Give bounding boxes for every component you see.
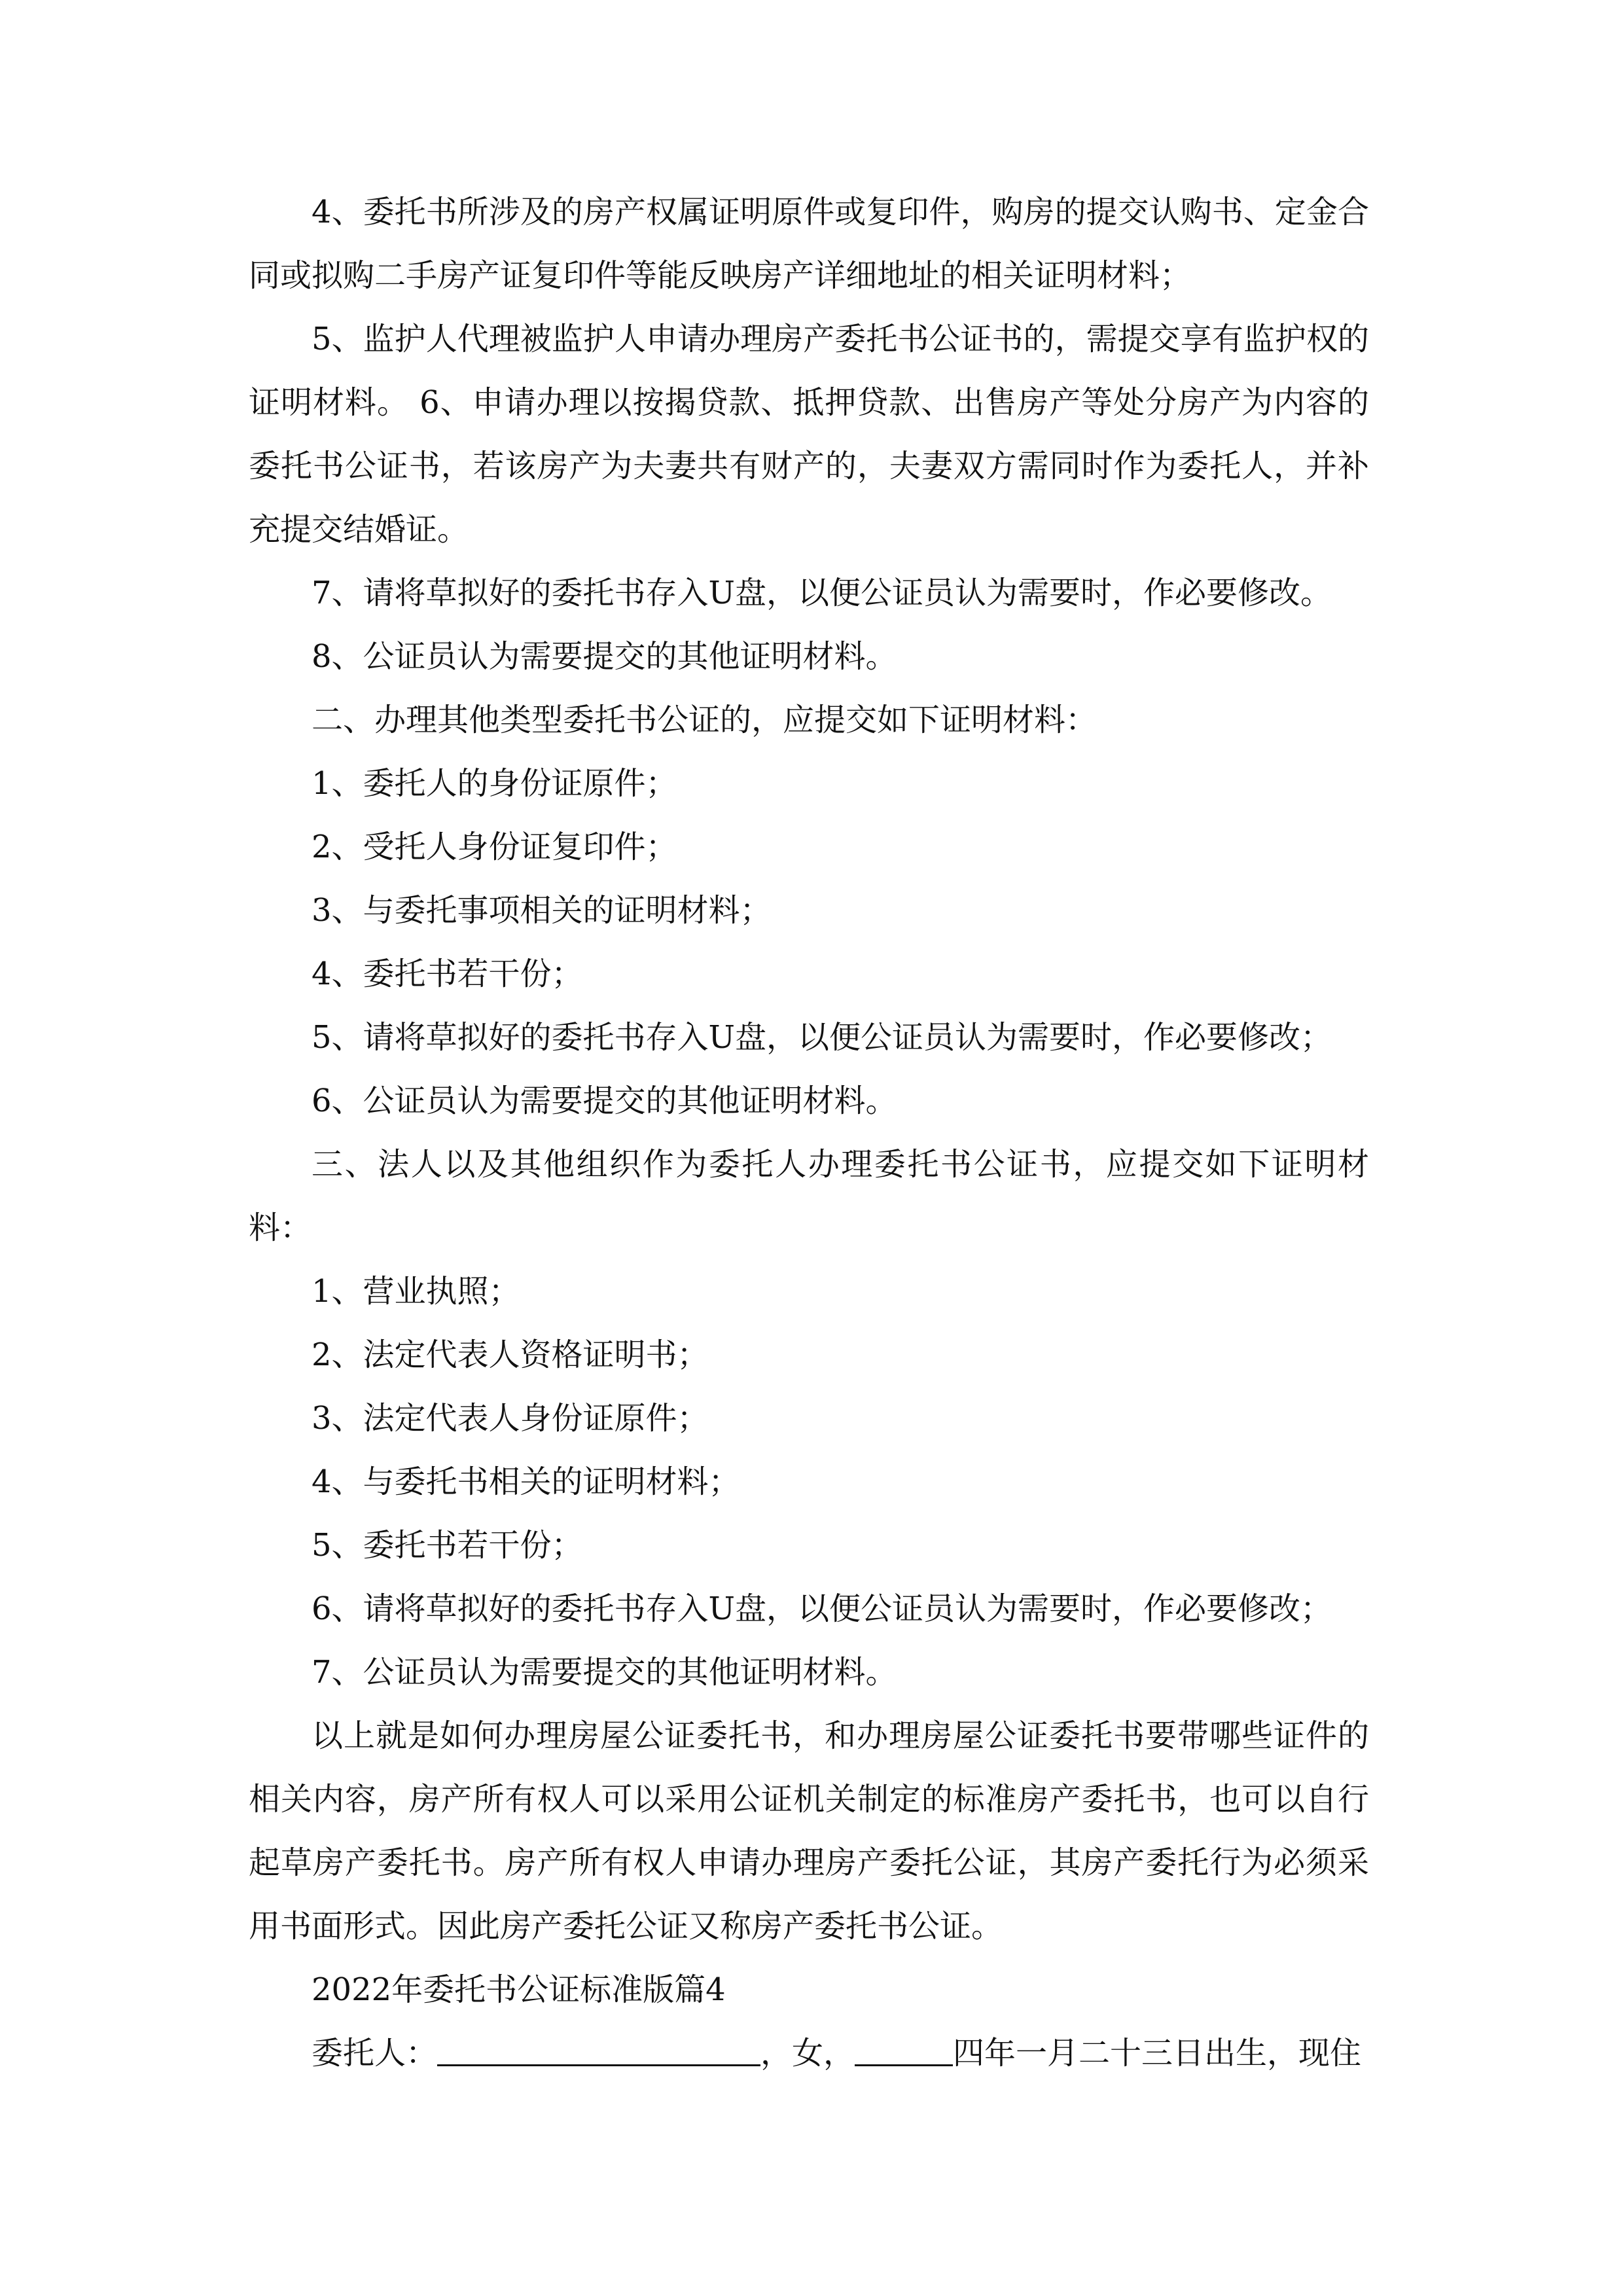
- section-heading-3: 三、法人以及其他组织作为委托人办理委托书公证书，应提交如下证明材料：: [249, 1146, 1369, 1246]
- list-item: 2、受托人身份证复印件；: [312, 829, 677, 865]
- document-body: [249, 181, 1369, 2085]
- paragraph-item-8-other: 8、公证员认为需要提交的其他证明材料。: [312, 638, 897, 675]
- paragraph-item-5-guardian: 5、监护人代理被监护人申请办理房产委托书公证书的，需提交享有监护权的证明材料。 6、申请办理以按揭贷款、抵押贷款、出售房产等处分房产为内容的委托书公证书，若该房产为夫妻共有财产的，夫妻双方需同时作为委托人，并补充提交结婚证。: [249, 321, 1369, 548]
- summary-paragraph: 以上就是如何办理房屋公证委托书，和办理房屋公证委托书要带哪些证件的相关内容，房产所有权人可以采用公证机关制定的标准房产委托书，也可以自行起草房产委托书。房产所有权人申请办理房产委托公证，其房产委托行为必须采用书面形式。因此房产委托公证又称房产委托书公证。: [249, 1717, 1369, 1945]
- section-heading-2: 二、办理其他类型委托书公证的，应提交如下证明材料：: [312, 702, 1097, 738]
- paragraph-item-7-usb: 7、请将草拟好的委托书存入U盘，以便公证员认为需要时，作必要修改。: [312, 575, 1332, 611]
- list-item: 5、请将草拟好的委托书存入U盘，以便公证员认为需要时，作必要修改；: [312, 1019, 1332, 1056]
- paragraph-item-4-property-docs: 4、委托书所涉及的房产权属证明原件或复印件，购房的提交认购书、定金合同或拟购二手房产证复印件等能反映房产详细地址的相关证明材料；: [249, 194, 1369, 294]
- principal-name-blank: [437, 2038, 760, 2066]
- list-item: 3、法定代表人身份证原件；: [312, 1400, 709, 1437]
- principal-gender-text: ，女，: [760, 2035, 855, 2072]
- list-item: 6、公证员认为需要提交的其他证明材料。: [312, 1083, 897, 1119]
- principal-birth-text: 四年一月二十三日出生，现住: [953, 2035, 1362, 2072]
- principal-line: [249, 2022, 1369, 2085]
- list-item: 4、委托书若干份；: [312, 956, 583, 992]
- list-item: 7、公证员认为需要提交的其他证明材料。: [312, 1654, 897, 1691]
- list-item: 1、委托人的身份证原件；: [312, 765, 677, 802]
- list-item: 5、委托书若干份；: [312, 1527, 583, 1564]
- list-item: 1、营业执照；: [312, 1273, 520, 1310]
- list-item: 4、与委托书相关的证明材料；: [312, 1463, 740, 1500]
- birth-year-blank: [855, 2038, 953, 2066]
- principal-label: 委托人：: [312, 2035, 438, 2072]
- list-item: 3、与委托事项相关的证明材料；: [312, 892, 772, 929]
- list-item: 6、请将草拟好的委托书存入U盘，以便公证员认为需要时，作必要修改；: [312, 1590, 1332, 1627]
- section-title: 2022年委托书公证标准版篇4: [312, 1971, 726, 2008]
- list-item: 2、法定代表人资格证明书；: [312, 1336, 709, 1373]
